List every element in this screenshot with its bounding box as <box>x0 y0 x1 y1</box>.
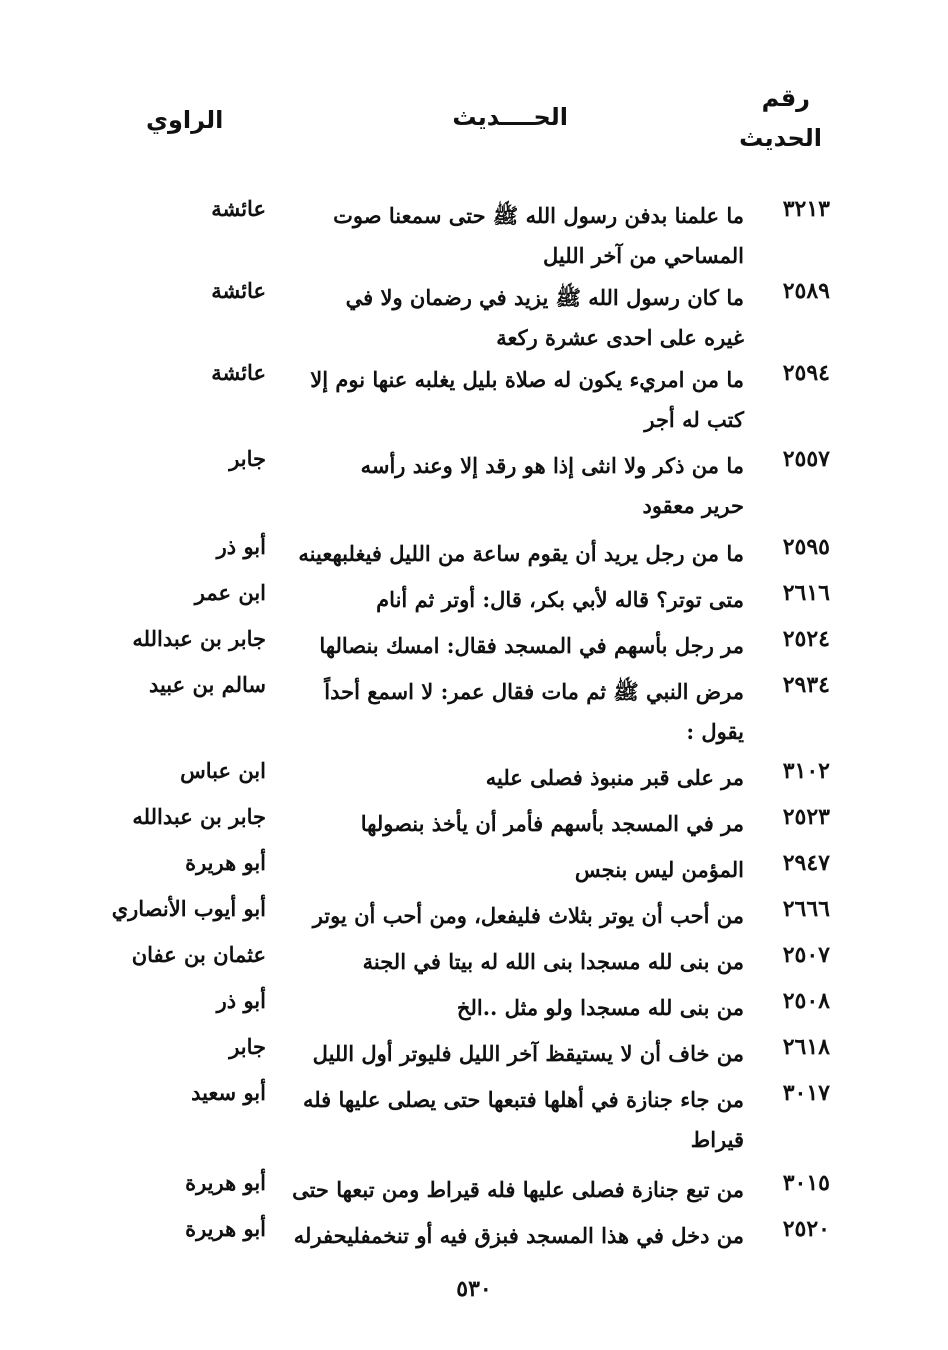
hadith-text <box>284 196 744 276</box>
hadith-text-line1: من خاف أن لا يستيقظ آخر الليل فليوتر أول الليل <box>312 1041 744 1066</box>
hadith-number: ٢٥٩٥ <box>782 534 830 560</box>
hadith-text <box>284 896 744 936</box>
hadith-text-line1: من بنى لله مسجدا بنى الله له بيتا في الجنة <box>362 949 744 974</box>
hadith-text-line1: مر على قبر منبوذ فصلى عليه <box>485 765 744 790</box>
narrator-name: سالم بن عبيد <box>148 672 266 697</box>
narrator-name: أبو هريرة <box>185 850 266 875</box>
hadith-number: ٣٠١٥ <box>782 1170 830 1196</box>
hadith-text-line2: غيره على احدى عشرة ركعة <box>496 325 744 350</box>
hadith-text <box>284 580 744 620</box>
hadith-text-line1: من أحب أن يوتر بثلاث فليفعل، ومن أحب أن يوتر <box>312 903 744 928</box>
hadith-text-line1: ما من امريء يكون له صلاة بليل يغلبه عنها نوم إلا <box>310 367 744 392</box>
page-number: ٥٣٠ <box>456 1276 492 1302</box>
narrator-name: جابر بن عبدالله <box>132 804 266 829</box>
hadith-text-line1: ما علمنا بدفن رسول الله ﷺ حتى سمعنا صوت <box>333 203 744 228</box>
number-column-header-line2: الحديث <box>739 124 822 152</box>
narrator-name: أبو هريرة <box>185 1216 266 1241</box>
narrator-name: أبو ذر <box>216 534 266 559</box>
hadith-text <box>284 758 744 798</box>
hadith-text-line1: مرض النبي ﷺ ثم مات فقال عمر: لا اسمع أحداً <box>324 679 744 704</box>
hadith-number: ٢٦١٨ <box>782 1034 830 1060</box>
hadith-text <box>284 850 744 890</box>
narrator-name: جابر <box>229 446 266 471</box>
hadith-text-line2: كتب له أجر <box>644 407 744 432</box>
hadith-number: ٢٩٤٧ <box>782 850 830 876</box>
hadith-number: ٢٥٨٩ <box>782 278 830 304</box>
hadith-text <box>284 278 744 358</box>
hadith-number: ٢٥٢٤ <box>782 626 830 652</box>
hadith-text-line1: من دخل في هذا المسجد فبزق فيه أو تنخمفليحفرله <box>293 1223 744 1248</box>
hadith-text <box>284 942 744 982</box>
hadith-text <box>284 626 744 666</box>
narrator-name: عائشة <box>211 360 266 385</box>
hadith-column-header: الحــــديث <box>452 103 568 131</box>
hadith-text <box>284 1080 744 1160</box>
hadith-text-line1: المؤمن ليس بنجس <box>574 857 744 882</box>
number-column-header-line1: رقم <box>761 84 810 112</box>
hadith-text <box>284 1216 744 1256</box>
hadith-number: ٢٥٥٧ <box>782 446 830 472</box>
hadith-number: ٢٥٢٠ <box>782 1216 830 1242</box>
hadith-text <box>284 1034 744 1074</box>
hadith-text-line1: متى توتر؟ قاله لأبي بكر، قال: أوتر ثم أنام <box>376 587 744 612</box>
hadith-text <box>284 1170 744 1210</box>
narrator-name: أبو ذر <box>216 988 266 1013</box>
narrator-name: ابن عباس <box>180 758 266 783</box>
hadith-number: ٣٢١٣ <box>782 196 830 222</box>
hadith-text <box>284 804 744 844</box>
hadith-number: ٢٦١٦ <box>782 580 830 606</box>
hadith-text-line2: يقول : <box>686 719 744 744</box>
hadith-text-line2: حرير معقود <box>642 493 744 518</box>
hadith-text-line2: المساحي من آخر الليل <box>543 243 744 268</box>
hadith-text-line1: مر رجل بأسهم في المسجد فقال: امسك بنصالها <box>319 633 744 658</box>
hadith-text-line1: من جاء جنازة في أهلها فتبعها حتى يصلى عليها فله <box>302 1087 744 1112</box>
hadith-text <box>284 672 744 752</box>
hadith-number: ٢٥٠٨ <box>782 988 830 1014</box>
hadith-number: ٢٩٣٤ <box>782 672 830 698</box>
narrator-column-header: الراوي <box>146 106 224 134</box>
hadith-text-line2: قيراط <box>690 1127 744 1152</box>
hadith-text <box>284 446 744 526</box>
hadith-text <box>284 988 744 1028</box>
hadith-number: ٢٥٩٤ <box>782 360 830 386</box>
hadith-text-line1: ما كان رسول الله ﷺ يزيد في رضمان ولا في <box>345 285 744 310</box>
narrator-name: عائشة <box>211 278 266 303</box>
hadith-text <box>284 360 744 440</box>
hadith-number: ٢٥٢٣ <box>782 804 830 830</box>
hadith-text-line1: من بنى لله مسجدا ولو مثل ..الخ <box>456 995 744 1020</box>
narrator-name: عثمان بن عفان <box>131 942 266 967</box>
hadith-number: ٢٦٦٦ <box>782 896 830 922</box>
hadith-text-line1: ما من رجل يريد أن يقوم ساعة من الليل فيغلبهعينه <box>298 541 744 566</box>
hadith-text <box>284 534 744 574</box>
hadith-text-line1: من تبع جنازة فصلى عليها فله قيراط ومن تبعها حتى <box>292 1177 744 1202</box>
narrator-name: ابن عمر <box>194 580 266 605</box>
hadith-number: ٣١٠٢ <box>782 758 830 784</box>
narrator-name: عائشة <box>211 196 266 221</box>
narrator-name: أبو سعيد <box>191 1080 266 1105</box>
hadith-text-line1: مر في المسجد بأسهم فأمر أن يأخذ بنصولها <box>360 811 744 836</box>
narrator-name: جابر <box>229 1034 266 1059</box>
narrator-name: أبو هريرة <box>185 1170 266 1195</box>
hadith-number: ٣٠١٧ <box>782 1080 830 1106</box>
narrator-name: جابر بن عبدالله <box>132 626 266 651</box>
narrator-name: أبو أيوب الأنصاري <box>111 896 266 921</box>
hadith-text-line1: ما من ذكر ولا انثى إذا هو رقد إلا وعند رأسه <box>360 453 744 478</box>
hadith-number: ٢٥٠٧ <box>782 942 830 968</box>
